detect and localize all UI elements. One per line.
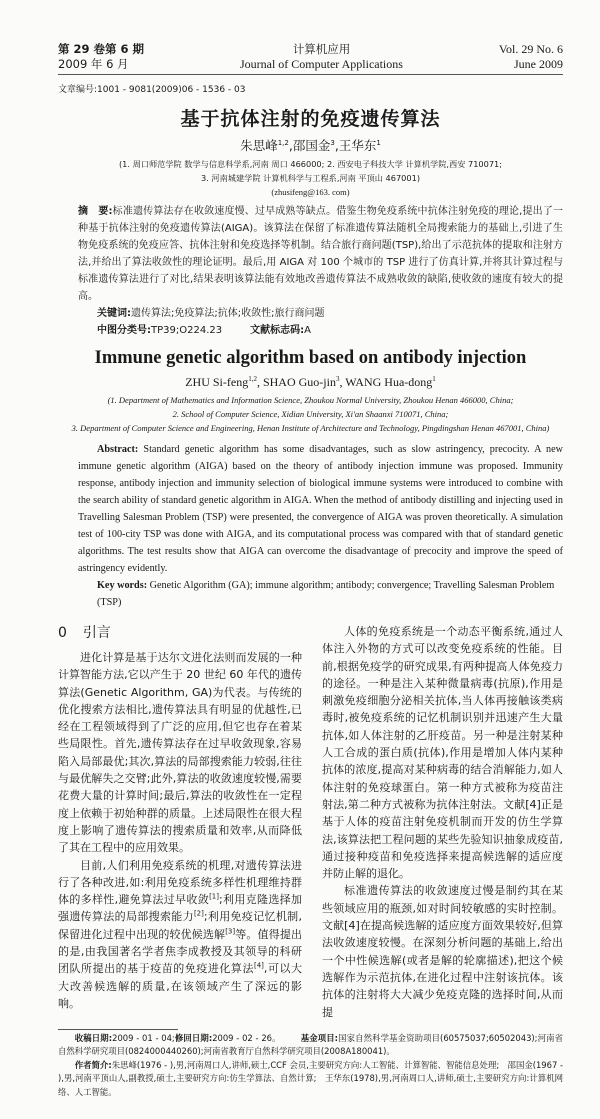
received-label: 收稿日期: — [74, 1032, 113, 1043]
author-name: SHAO Guo-jin — [262, 375, 336, 389]
author-sup: 3 — [330, 138, 335, 147]
affiliation-en-1: (1. Department of Mathematics and Information Science, Zhoukou Normal University, Zhoukou Henan 466000, China; — [107, 395, 514, 405]
section-title: 引言 — [82, 625, 111, 641]
author-sup: 1,2 — [277, 138, 289, 147]
header-left — [58, 42, 144, 72]
article-number: 文章编号:1001 - 9081(2009)06 - 1536 - 03 — [58, 85, 246, 95]
abstract-en — [78, 441, 563, 577]
right-column — [322, 623, 563, 1021]
citation[interactable]: [2] — [193, 909, 204, 918]
author-name: WANG Hua-dong — [345, 375, 433, 389]
keywords-zh — [97, 305, 563, 322]
citation[interactable]: [3] — [225, 927, 236, 936]
title-en: Immune genetic algorithm based on antibody injection — [94, 348, 527, 368]
abstract-en-text: Standard genetic algorithm has some disadvantages, such as slow astringency, precocity. A new immune genetic algorithm (AIGA) based on the theory of antibody injection immune was proposed. Immunity response, antibody injection and immunity selection of biological immune systems were introduced to combine with the search ability of standard genetic algorithm in AIGA. When the method of antibody distilling and injecting used in Travelling Salesman Problem (TSP) were presented, the convergence of AIGA was proven theoretically. A simulation test of 100-city TSP was done with AIGA, and its computational process was compared with that of standard genetic algorithms. The test results show that AIGA can overcome the disadvantage of precocity and improve the speed of astringency evidently. — [78, 444, 563, 574]
volume-en: Vol. 29 No. 6 — [498, 42, 563, 56]
doc-code-value: A — [304, 325, 311, 336]
authors-zh: 朱思峰$^{1,2}$,邵国金$^3$,王华东$^1$ — [240, 138, 381, 153]
footnote-dates-fund — [58, 1032, 563, 1059]
text: 目前,人们利用免疫系统的机理,对遗传算法进行了各种改进,如:利用免疫系统多样性机理维持群体的多样性,避免算法过早收敛 — [58, 858, 302, 907]
revised-date: 2009 - 02 - 26。 — [212, 1032, 281, 1043]
header-center — [144, 42, 499, 72]
header-rule — [58, 74, 563, 75]
date-en: June 2009 — [514, 57, 563, 71]
left-column — [58, 623, 302, 1021]
classification — [97, 322, 563, 339]
email: (zhusifeng@163. com) — [271, 187, 350, 197]
bio-label: 作者简介: — [74, 1059, 112, 1070]
paragraph: 人体的免疫系统是一个动态平衡系统,通过人体注入外物的方式可以改变免疫系统的性能。目前,根据免疫学的研究成果,有两种提高人体免疫力的途径。一种是注入某种微量病毒(抗原),作用是刺激免疫细胞分泌相关抗体,当人体再接触该类病毒时,被免疫系统的记忆机制识别并迅速产生大量抗体,如人体注射的乙肝疫苗。另一种是注射某种人工合成的蛋白质(抗体),作用是增加人体内某种抗体的浓度,提高对某种病毒的结合消解能力,如人体注射的免疫球蛋白。第一种方式被称为疫苗注射法,第二种方式被称为抗体注射法。文献[4]正是基于人体的疫苗注射免疫机制而开发的仿生学算法,该算法把工程问题的某些先验知识抽象成疫苗,通过接种疫苗和免疫选择来提高候选解的适应度并防止解的退化。 — [322, 625, 563, 881]
abstract-zh-text: 标准遗传算法存在收敛速度慢、过早成熟等缺点。借鉴生物免疫系统中抗体注射免疫的理论,提出了一种基于抗体注射的免疫遗传算法(AIGA)。该算法在保留了标准遗传算法随机全局搜索能力的基础上,引进了生物免疫系统的免疫应答、抗体注射和免疫选择等机制。结合旅行商问题(TSP),给出了示范抗体的提取和注射方法,并给出了算法收敛性的理论证明。最后,用 AIGA 对 100 个城市的 TSP 进行了仿真计算,并将其计算过程与标准遗传算法进行了对比,结果表明该算法能有效地改善遗传算法不成熟收敛的缺陷,使收敛的速度有较大的提高。 — [78, 206, 564, 302]
paragraph: 进化计算是基于达尔文进化法则而发展的一种计算智能方法,它以产生于 20 世纪 60 年代的遗传算法(Genetic Algorithm, GA)为代表。与传统的优化搜索方法相比,遗传算法具有明显的优越性,已经在工程领域得到了广泛的应用,但它也存在着某些局限性。首先,遗传算法存在过早收敛现象,容易陷入局部最优;其次,算法的局部搜索能力较弱,往往与最优解失之交臂;此外,算法的收敛速度较慢,需要花费大量的计算时间;最后,算法的收敛性在一定程度上依赖于初始种群的质量。上述局限性在很大程度上影响了遗传算法的搜索质量和效率,从而降低了其在工程中的应用效果。 — [58, 651, 302, 855]
section-number: 0 — [58, 625, 67, 641]
section-heading — [58, 623, 302, 643]
keywords-zh-text: 遗传算法;免疫算法;抗体;收敛性;旅行商问题 — [131, 308, 325, 319]
abstract-en-label: Abstract: — [97, 444, 139, 455]
abstract-zh — [78, 203, 563, 305]
footnote-rule — [58, 1029, 178, 1030]
author-sup: 1 — [432, 375, 436, 383]
author-name: 邵国金 — [292, 138, 331, 153]
affiliation-zh-1: (1. 周口师范学院 数学与信息科学系,河南 周口 466000; 2. 西安电子科技大学 计算机学院,西安 710071; — [118, 159, 503, 169]
text: 等。值得提出的是,由我国著名学者焦李成教授及其领导的科研团队所提出的基于疫苗的免疫进化算法 — [58, 927, 303, 976]
citation[interactable]: [4] — [254, 961, 264, 970]
running-header — [58, 42, 563, 72]
received-date: 2009 - 01 - 04; — [112, 1032, 175, 1043]
text: ;利用免疫记忆机制,保留进化过程中出现的较优候选解 — [58, 910, 303, 941]
author-sup: 3 — [335, 375, 340, 383]
keywords-zh-label: 关键词: — [97, 308, 131, 319]
footnote-bio — [58, 1059, 563, 1100]
affiliation-zh-2: 3. 河南城建学院 计算机科学与工程系,河南 平顶山 467001) — [200, 173, 421, 183]
author-name: 朱思峰 — [240, 138, 278, 153]
author-name: 王华东 — [338, 138, 377, 153]
journal-zh: 计算机应用 — [292, 42, 351, 56]
revised-label: 修回日期: — [174, 1032, 213, 1043]
bio-text: 朱思峰(1976 - ),男,河南周口人,讲师,硕士,CCF 会员,主要研究方向:人工智能、计算智能、智能信息处理; 邵国金(1967 - ),男,河南平顶山人,副教授,硕士,主要研究方向:仿生学算法、自然计算; 王华东(1978),男,河南周口人,讲师,硕士,主要研究方向:计算机网络、人工智能。 — [58, 1059, 563, 1097]
citation[interactable]: [1] — [209, 892, 219, 901]
keywords-en — [97, 577, 563, 611]
keywords-en-text: Genetic Algorithm (GA); immune algorithm; antibody; convergence; Travelling Salesman Problem (TSP) — [97, 580, 555, 608]
body-columns — [58, 623, 563, 1021]
author-name: ZHU Si-feng — [185, 375, 249, 389]
author-sup: 1 — [376, 138, 381, 147]
title-zh: 基于抗体注射的免疫遗传算法 — [180, 108, 441, 130]
footnote — [58, 1032, 563, 1100]
header-right — [499, 42, 563, 72]
abstract-zh-label: 摘 要: — [78, 206, 113, 217]
affiliation-en-3: 3. Department of Computer Science and Engineering, Henan Institute of Architecture and Technology, Pingdingshan Henan 467001, China) — [71, 423, 550, 433]
affiliation-en-2: 2. School of Computer Science, Xidian University, Xi'an Shaanxi 710071, China; — [172, 409, 449, 419]
keywords-en-label: Key words: — [97, 580, 148, 591]
clc-label: 中图分类号: — [97, 325, 151, 336]
journal-en: Journal of Computer Applications — [239, 57, 403, 71]
doc-code-label: 文献标志码: — [250, 325, 305, 336]
fund-text: 国家自然科学基金资助项目(60575037;60502043);河南省自然科学研究项目(0824000440260);河南省教育厅自然科学研究项目(2008A180041)。 — [58, 1032, 563, 1057]
paragraph: 标准遗传算法的收敛速度过慢是制约其在某些领域应用的瓶颈,如对时间较敏感的实时控制。文献[4]在提高候选解的适应度方面效果较好,但算法收敛速度较慢。在深刻分析问题的基础上,给出一个中性候选解(或者是解的轮廓描述),把这个候选解作为示范抗体,在进化过程中注射该抗体。该抗体的注射将大大减少免疫克隆的选择时间,从而提 — [322, 884, 563, 1019]
fund-label: 基金项目: — [300, 1032, 339, 1043]
text: ,可以大大改善候选解的质量,在该领域产生了深远的影响。 — [58, 962, 303, 1010]
authors-en: ZHU Si-feng$^{1,2}$, SHAO Guo-jin$^3$, WANG Hua-dong$^1$ — [185, 375, 436, 389]
text: ;利用克隆选择加强遗传算法的局部搜索能力 — [58, 893, 302, 924]
volume-zh: 第 29 卷第 6 期 — [58, 42, 145, 56]
clc-value: TP39;O224.23 — [151, 325, 223, 336]
paragraph — [58, 857, 302, 1013]
author-sup: 1,2 — [248, 375, 257, 383]
date-zh: 2009 年 6 月 — [58, 57, 129, 71]
